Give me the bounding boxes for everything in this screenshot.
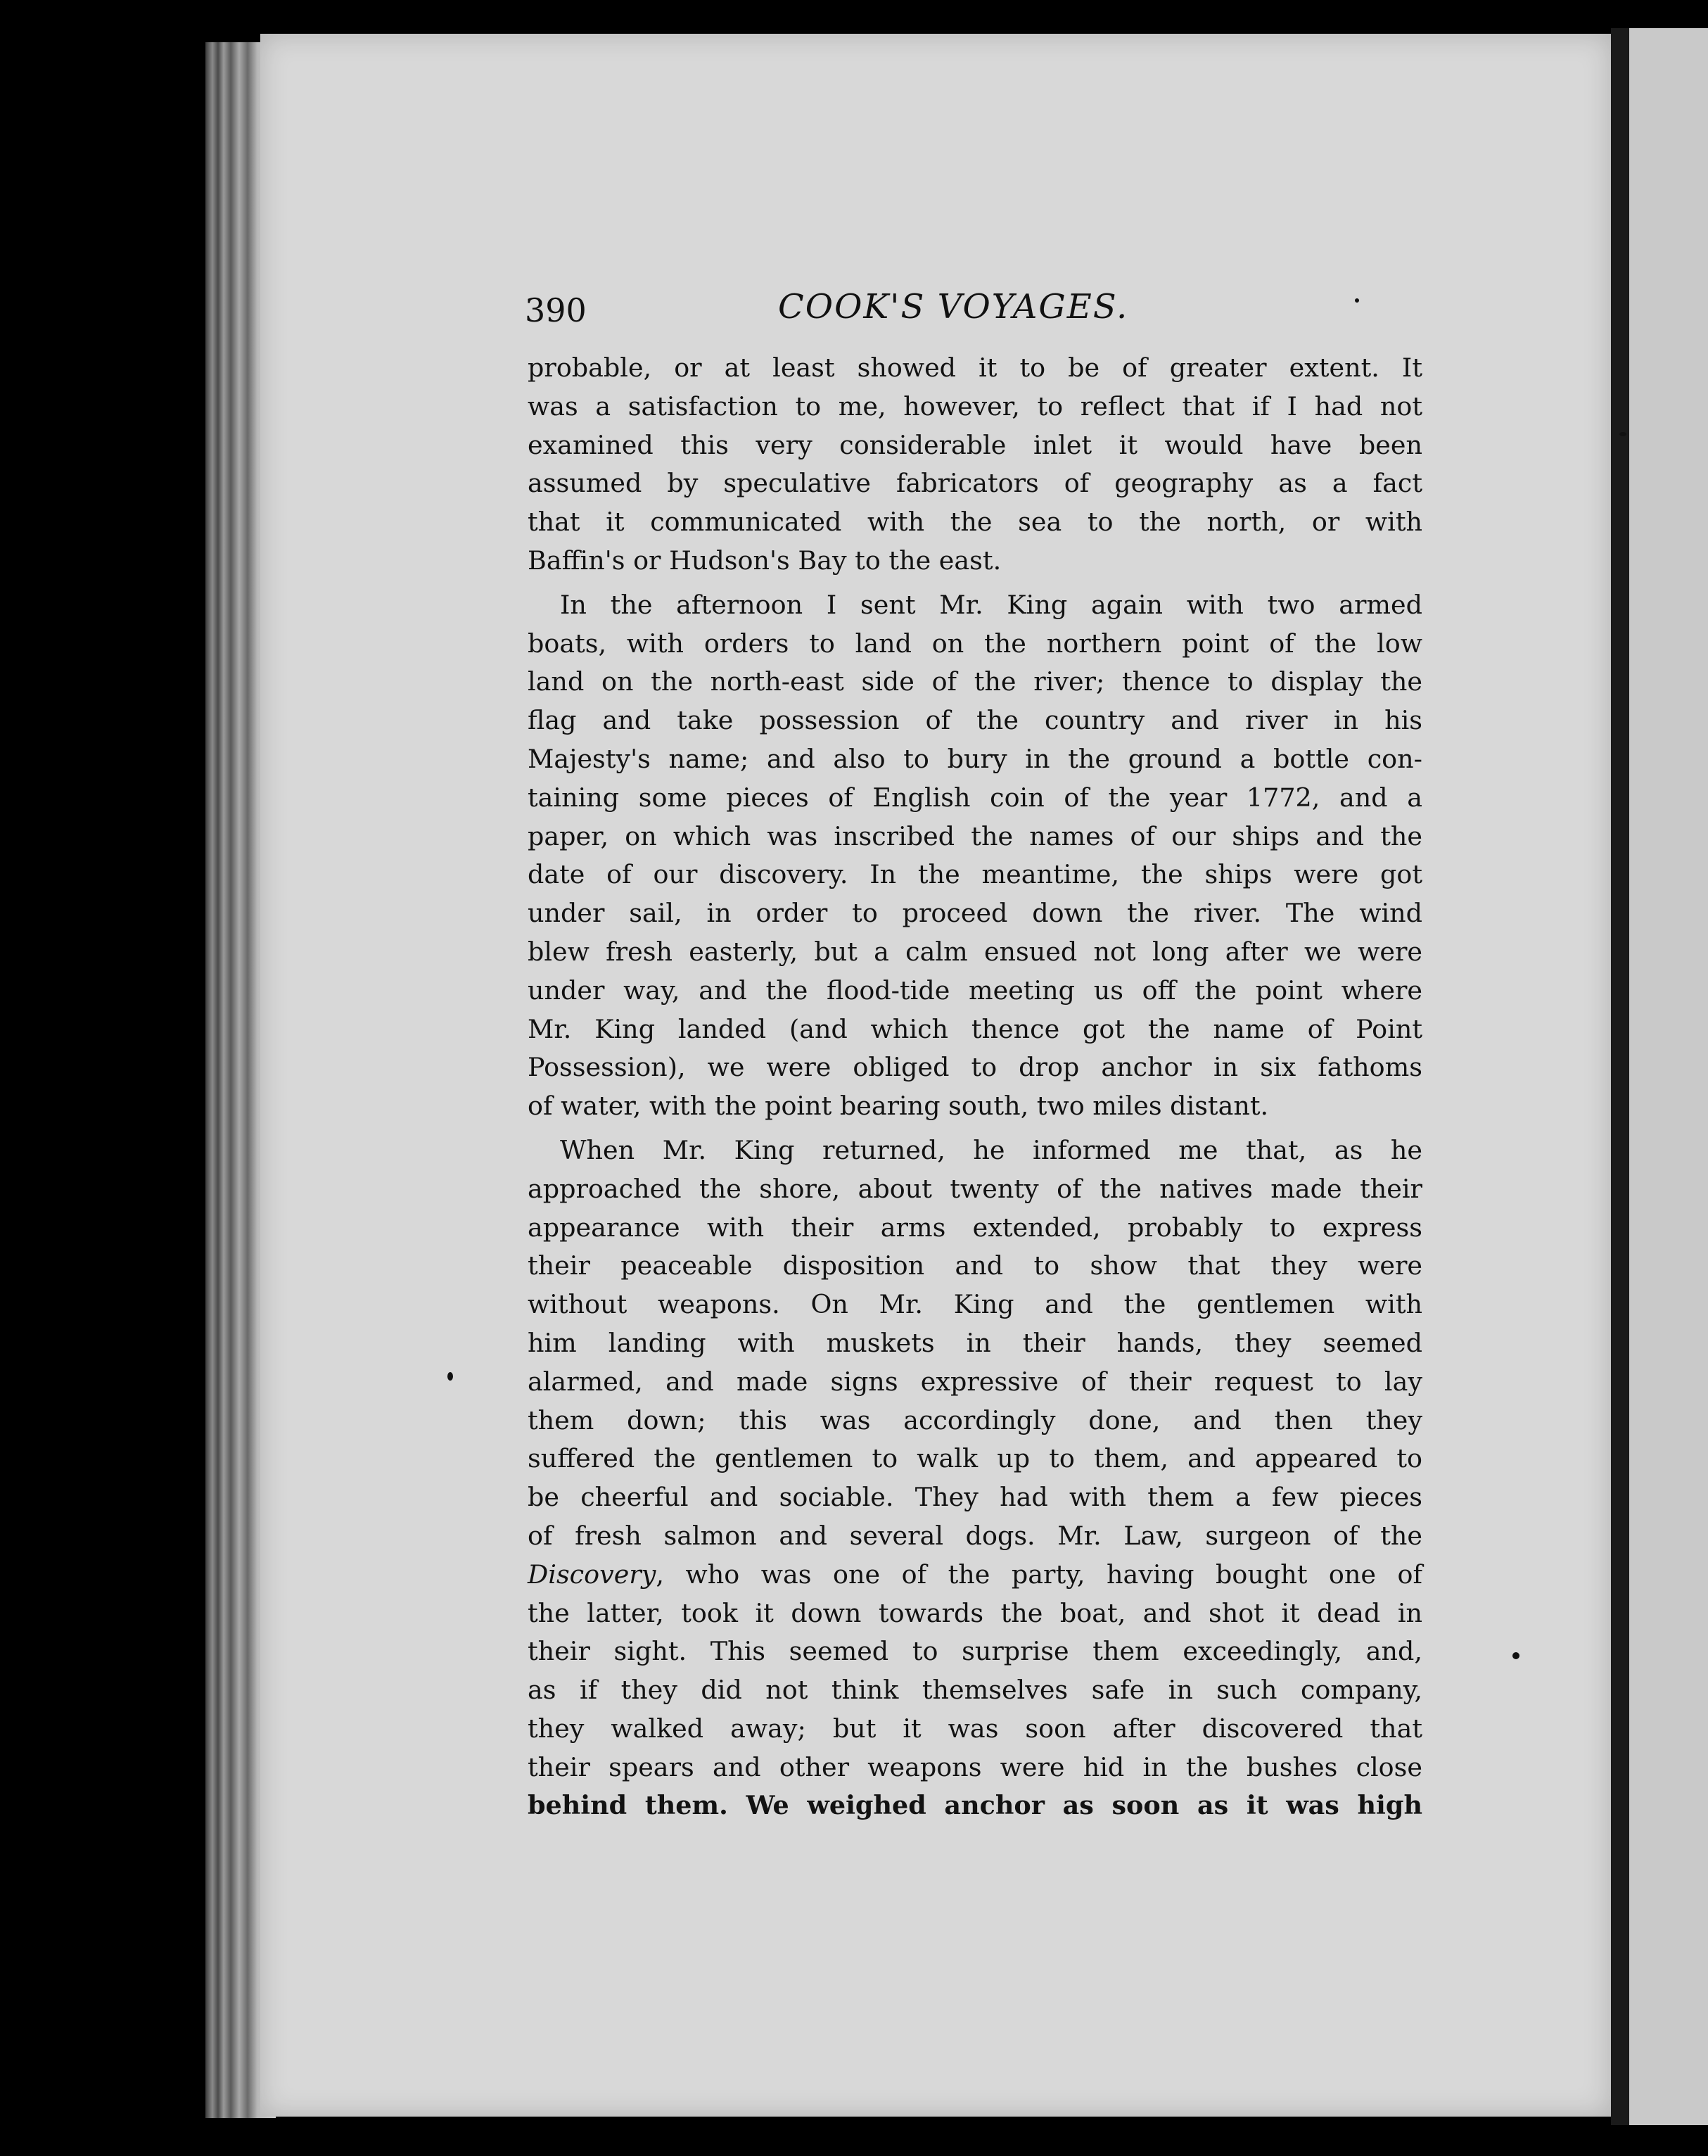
text-line: behind them. We weighed anchor as soon as it was high — [528, 1790, 1422, 1821]
text-line: When Mr. King returned, he informed me that, as he — [560, 1134, 1422, 1165]
text-line: as if they did not think themselves safe in such company, — [528, 1675, 1422, 1706]
text-line: Mr. King landed (and which thence got the name of Point — [528, 1013, 1422, 1044]
text-line: Majesty's name; and also to bury in the ground a bottle con- — [528, 743, 1422, 774]
text-line: land on the north-east side of the river; thence to display the — [528, 666, 1422, 697]
text-line-with-italic — [528, 1556, 1422, 1594]
text-line: they walked away; but it was soon after discovered that — [528, 1713, 1422, 1744]
text-line: be cheerful and sociable. They had with them a few pieces — [528, 1482, 1422, 1513]
scan-speck — [447, 1372, 453, 1381]
text-line: alarmed, and made signs expressive of their request to lay — [528, 1366, 1422, 1397]
text-line: of fresh salmon and several dogs. Mr. Law, surgeon of the — [528, 1520, 1422, 1551]
text-line: taining some pieces of English coin of the year 1772, and a — [528, 782, 1422, 813]
paragraph-3 — [528, 1131, 1422, 1825]
text-line: the latter, took it down towards the boat, and shot it dead in — [528, 1597, 1422, 1628]
text-line: suffered the gentlemen to walk up to them, and appeared to — [528, 1443, 1422, 1474]
text-line: Possession), we were obliged to drop anchor in six fathoms — [528, 1052, 1422, 1083]
body-text — [528, 349, 1422, 1831]
text-line: paper, on which was inscribed the names of our ships and the — [528, 820, 1422, 851]
text-line: them down; this was accordingly done, and then they — [528, 1404, 1422, 1435]
scan-speck — [1512, 1652, 1519, 1659]
scan-speck — [1619, 432, 1626, 436]
text-line: their sight. This seemed to surprise them exceedingly, and, — [528, 1636, 1422, 1667]
text-line: under way, and the flood-tide meeting us off the point where — [528, 975, 1422, 1006]
facing-page-edge — [1629, 28, 1708, 2125]
text-line: examined this very considerable inlet it would have been — [528, 429, 1422, 460]
text-line: under sail, in order to proceed down the river. The wind — [528, 898, 1422, 929]
text-line: their peaceable disposition and to show that they were — [528, 1250, 1422, 1281]
text-line: him landing with muskets in their hands, they seemed — [528, 1327, 1422, 1358]
text-line: their spears and other weapons were hid in the bushes close — [528, 1751, 1422, 1782]
text-line: Baffin's or Hudson's Bay to the east. — [528, 545, 1002, 576]
text-line: date of our discovery. In the meantime, the ships were got — [528, 859, 1422, 890]
text-line: was a satisfaction to me, however, to reflect that if I had not — [528, 391, 1422, 421]
scan-speck — [1355, 298, 1359, 303]
text-line: In the afternoon I sent Mr. King again with two armed — [560, 589, 1422, 620]
paragraph-2 — [528, 586, 1422, 1126]
text-line: probable, or at least showed it to be of greater extent. It — [528, 353, 1422, 383]
text-line-rest: , who was one of the party, having bought one of — [656, 1559, 1422, 1590]
page-header — [525, 287, 1425, 336]
text-line: of water, with the point bearing south, two miles distant. — [528, 1091, 1269, 1122]
page-number: 390 — [525, 291, 587, 329]
paragraph-1 — [528, 349, 1422, 581]
running-head: COOK'S VOYAGES. — [778, 287, 1129, 326]
text-line: approached the shore, about twenty of the natives made their — [528, 1173, 1422, 1204]
text-line: flag and take possession of the country and river in his — [528, 705, 1422, 736]
text-line: without weapons. On Mr. King and the gentlemen with — [528, 1289, 1422, 1320]
text-line: boats, with orders to land on the northern point of the low — [528, 628, 1422, 659]
text-line: assumed by speculative fabricators of geography as a fact — [528, 468, 1422, 499]
italic-ship-name: Discovery — [528, 1559, 656, 1590]
book-gutter — [1611, 28, 1629, 2125]
text-line: blew fresh easterly, but a calm ensued not long after we were — [528, 936, 1422, 967]
text-line: appearance with their arms extended, probably to express — [528, 1212, 1422, 1243]
text-line: that it communicated with the sea to the north, or with — [528, 507, 1422, 538]
